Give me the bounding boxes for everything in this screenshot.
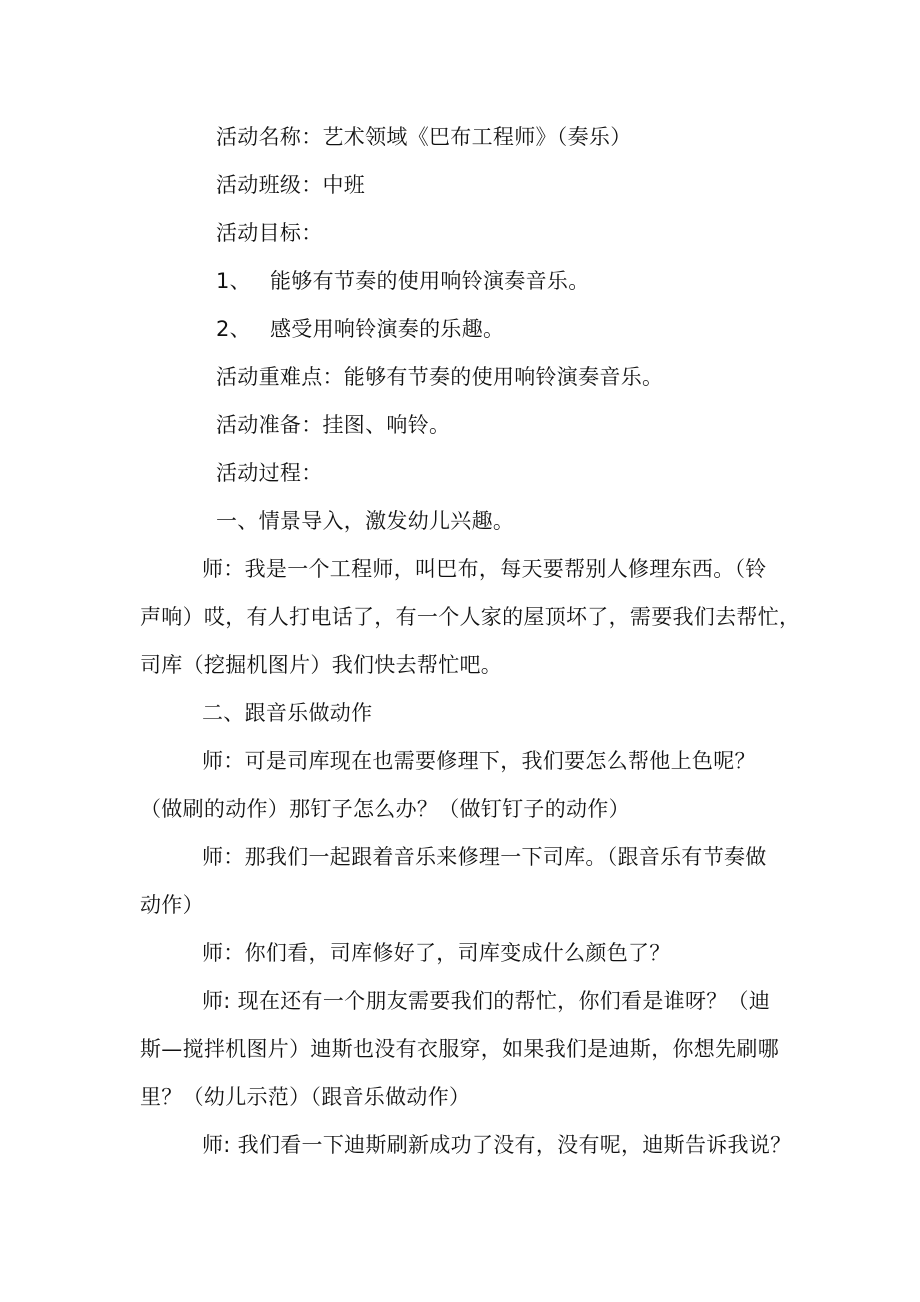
paragraph-line: 里？（幼儿示范）（跟音乐做动作） [140, 1085, 471, 1109]
paragraph-line: 师：我是一个工程师，叫巴布，每天要帮别人修理东西。（铃 [202, 557, 767, 581]
goal-number: 2、 [216, 317, 251, 341]
paragraph-line: 斯—搅拌机图片）迪斯也没有衣服穿，如果我们是迪斯，你想先刷哪 [140, 1037, 779, 1061]
paragraph-line: 师: 现在还有一个朋友需要我们的帮忙，你们看是谁呀？（迪 [202, 989, 771, 1013]
paragraph-line: 司库（挖掘机图片）我们快去帮忙吧。 [140, 653, 503, 677]
goal-number: 1、 [216, 269, 251, 293]
process-label: 活动过程： [216, 461, 323, 485]
goal-text: 能够有节奏的使用响铃演奏音乐。 [270, 269, 590, 293]
section-heading: 二、跟音乐做动作 [202, 701, 373, 725]
goal-item [216, 266, 590, 296]
paragraph-line: 声响）哎，有人打电话了，有一个人家的屋顶坏了，需要我们去帮忙， [140, 605, 801, 629]
paragraph-line: （做刷的动作）那钉子怎么办？（做钉钉子的动作） [140, 797, 630, 821]
activity-name: 活动名称：艺术领域《巴布工程师》（奏乐） [216, 125, 632, 149]
paragraph-line: 师：那我们一起跟着音乐来修理一下司库。（跟音乐有节奏做 [202, 845, 767, 869]
goal-item [216, 314, 504, 344]
paragraph-line: 动作） [140, 893, 204, 917]
paragraph-line: 师：你们看，司库修好了，司库变成什么颜色了？ [202, 941, 671, 965]
activity-goals-label: 活动目标： [216, 221, 323, 245]
paragraph-line: 师: 我们看一下迪斯刷新成功了没有，没有呢，迪斯告诉我说？ [202, 1133, 792, 1157]
key-points: 活动重难点：能够有节奏的使用响铃演奏音乐。 [216, 365, 664, 389]
goal-text: 感受用响铃演奏的乐趣。 [270, 317, 505, 341]
activity-class: 活动班级：中班 [216, 173, 366, 197]
preparation: 活动准备：挂图、响铃。 [216, 413, 451, 437]
section-heading: 一、情景导入，激发幼儿兴趣。 [216, 509, 515, 533]
paragraph-line: 师：可是司库现在也需要修理下，我们要怎么帮他上色呢？ [202, 749, 756, 773]
